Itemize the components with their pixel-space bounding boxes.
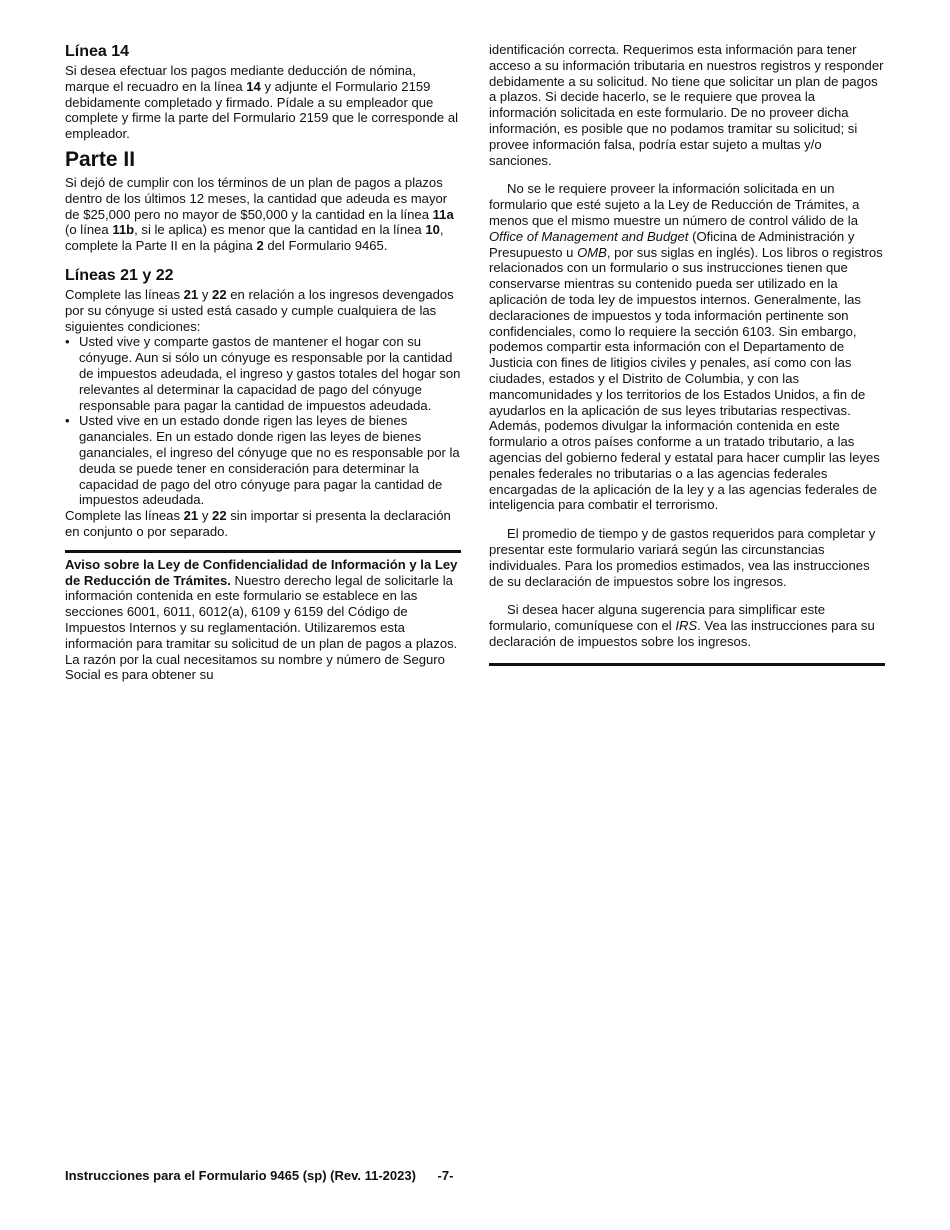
bullet-icon: • <box>65 334 70 350</box>
section-linea-14 <box>65 42 461 142</box>
parte-ii-heading: Parte II <box>65 147 136 171</box>
page-number: -7- <box>437 1168 454 1183</box>
right-paragraph-2: No se le requiere proveer la información solicitada en un formulario que esté sujeto a la Ley de Reducción de Trámites, a menos que el mismo muestre un número de control válido de la Office of Management and Budget (Oficina de Administración y Presupuesto u OMB, por sus siglas en inglés). Los libros o registros relacionados con un formulario o sus instrucciones tienen que conservarse mientras su contenido pueda ser utilizado en la aplicación de toda ley de impuestos internos. Generalmente, las declaraciones de impuestos y toda información pertinente son confidenciales, como lo requiere la sección 6103. Sin embargo, podemos compartir esta información con el Departamento de Justicia con fines de litigios civiles y penales, así como con las ciudades, estados y el Distrito de Columbia, y con las mancomunidades y los territorios de los Estados Unidos, a fin de ayudarlos en la aplicación de sus leyes tributarias respectivas. Además, podemos divulgar la información contenida en este formulario a otros países conforme a un tratado tributario, a las agencias del gobierno federal y estatal para hacer cumplir las leyes penales federales no tributarias o a las agencias federales encargadas de la aplicación de la ley y a las agencias federales de inteligencia para combatir el terrorismo. <box>489 181 883 513</box>
footer-title: Instrucciones para el Formulario 9465 (sp) (Rev. 11-2023) <box>65 1168 416 1183</box>
bullet-text: Usted vive y comparte gastos de mantener el hogar con su cónyuge. Aun si sólo un cónyuge es responsable por la cantidad de impuestos adeudada, el ingreso y gastos totales del hogar son relevantes al determinar la capacidad de pago del cónyuge responsable para pagar la cantidad de impuestos adeudada. <box>79 334 461 413</box>
privacy-notice-title: Aviso sobre la Ley de Confidencialidad de Información y la Ley de Reducción de Trámites. <box>65 556 458 588</box>
end-rule <box>489 663 885 666</box>
section-lineas-21-22 <box>65 266 461 540</box>
linea-14-heading: Línea 14 <box>65 43 130 60</box>
lineas-21-22-heading: Líneas 21 y 22 <box>65 266 174 284</box>
list-item <box>65 334 461 413</box>
right-paragraph-1: identificación correcta. Requerimos esta información para tener acceso a su información tributaria en nuestros registros y responder debidamente a su solicitud. No tiene que solicitar un plan de pagos a plazos. Si decide hacerlo, se le requiere que provea la información solicitada en este formulario. De no proveer dicha información, es posible que no podamos tramitar su solicitud; si provee información falsa, podría estar sujeto a multas y/o sanciones. <box>489 42 884 168</box>
left-column <box>65 42 461 683</box>
list-item <box>65 413 461 508</box>
lineas-21-22-intro: Complete las líneas 21 y 22 en relación a los ingresos devengados por su cónyuge si usted está casado y cumple cualquiera de las siguientes condiciones: <box>65 286 454 334</box>
right-column <box>489 42 885 666</box>
privacy-notice-text: Aviso sobre la Ley de Confidencialidad de Información y la Ley de Reducción de Trámites. Nuestro derecho legal de solicitarle la información contenida en este formulario se establece en las secciones 6001, 6011, 6012(a), 6109 y 6159 del Código de Impuestos Internos y su reglamentación. Utilizaremos esta información para tramitar su solicitud de un plan de pagos a plazos. La razón por la cual necesitamos su nombre y número de Seguro Social es para obtener su <box>65 556 458 683</box>
right-paragraph-3: El promedio de tiempo y de gastos requeridos para completar y presentar este formulario variará según las circunstancias individuales. Para los promedios estimados, vea las instrucciones de su declaración de impuestos sobre los ingresos. <box>489 526 876 589</box>
bullet-text: Usted vive en un estado donde rigen las leyes de bienes gananciales. En un estado donde rigen las leyes de bienes gananciales, el ingreso del cónyuge que no es responsable por la deuda se puede tener en consideración para determinar la capacidad de pago del otro cónyuge para pagar la cantidad de impuestos adeudada. <box>79 413 460 508</box>
right-paragraph-4: Si desea hacer alguna sugerencia para simplificar este formulario, comuníquese con el IRS. Vea las instrucciones para su declaración de impuestos sobre los ingresos. <box>489 602 875 649</box>
bullet-icon: • <box>65 413 70 429</box>
parte-ii-text: Si dejó de cumplir con los términos de un plan de pagos a plazos dentro de los últimos 12 meses, la cantidad que adeuda es mayor de $25,000 pero no mayor de $50,000 y la cantidad en la línea 11a (o línea 11b, si le aplica) es menor que la cantidad en la línea 10, complete la Parte II en la página 2 del Formulario 9465. <box>65 174 454 254</box>
page-footer <box>65 1168 453 1183</box>
linea-14-text: Si desea efectuar los pagos mediante deducción de nómina, marque el recuadro en la línea 14 y adjunte el Formulario 2159 debidamente completado y firmado. Pídale a su empleador que complete y firme la parte del Formulario 2159 que le corresponde al empleador. <box>65 63 459 142</box>
lineas-21-22-outro: Complete las líneas 21 y 22 sin importar si presenta la declaración en conjunto o por separado. <box>65 508 451 539</box>
section-parte-ii <box>65 148 461 254</box>
privacy-notice <box>65 550 461 683</box>
